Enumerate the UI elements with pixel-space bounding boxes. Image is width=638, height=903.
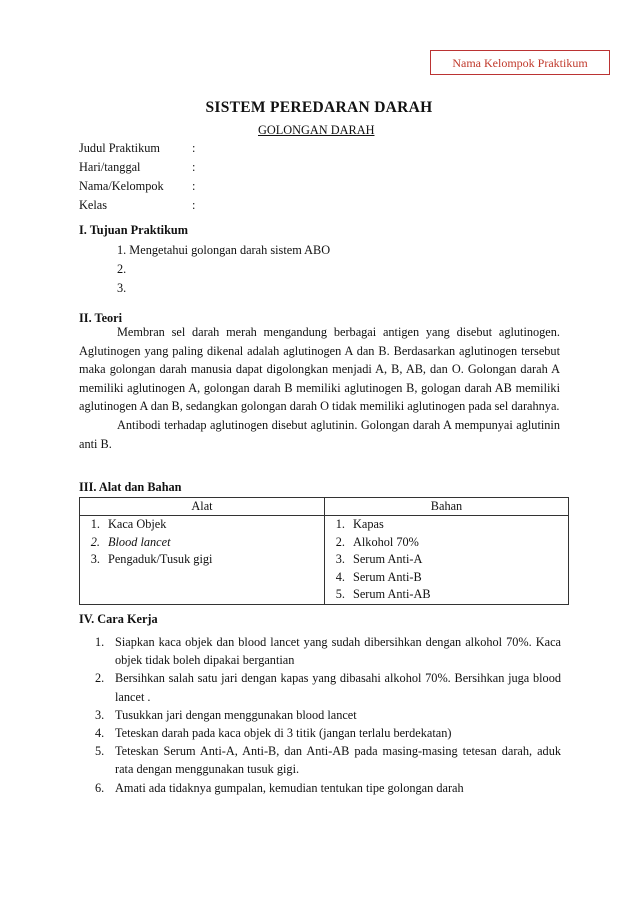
step-text: Tusukkan jari dengan menggunakan blood lancet <box>115 707 357 722</box>
tools-cell <box>80 516 325 605</box>
step-item <box>95 633 561 669</box>
tools-materials-table <box>79 497 569 605</box>
meta-label: Nama/Kelompok <box>79 179 164 193</box>
list-item <box>325 534 568 552</box>
item-text: Kaca Objek <box>108 517 167 531</box>
item-text: Serum Anti-AB <box>353 587 431 601</box>
meta-row-kelas <box>79 196 195 215</box>
theory-text <box>79 323 560 453</box>
item-number: 4. <box>335 569 345 584</box>
meta-row-judul <box>79 139 195 158</box>
step-text: Bersihkan salah satu jari dengan kapas yang dibasahi alkohol 70%. Bersihkan juga blood lancet . <box>115 671 561 704</box>
item-text: Serum Anti-B <box>353 569 422 584</box>
item-number: 3. <box>335 552 345 566</box>
meta-label: Kelas <box>79 198 107 212</box>
list-item <box>325 516 568 534</box>
step-text: Teteskan darah pada kaca objek di 3 titik (jangan terlalu berdekatan) <box>115 726 452 741</box>
step-item <box>95 724 561 742</box>
procedure-steps <box>95 633 561 797</box>
meta-colon: : <box>192 198 196 212</box>
page-title: SISTEM PEREDARAN DARAH <box>205 99 433 116</box>
materials-cell <box>325 516 569 605</box>
item-number: 2. <box>90 534 100 549</box>
step-number: 6. <box>95 780 105 795</box>
item-text: Pengaduk/Tusuk gigi <box>108 552 213 566</box>
list-item <box>80 516 324 534</box>
step-text: Amati ada tidaknya gumpalan, kemudian tentukan tipe golongan darah <box>115 780 464 795</box>
meta-label: Hari/tanggal <box>79 160 141 174</box>
item-number: 5. <box>335 587 345 601</box>
theory-paragraph: Antibodi terhadap aglutinogen disebut aglutinin. Golongan darah A mempunyai aglutinin anti B. <box>79 417 560 451</box>
meta-block <box>79 139 195 215</box>
list-item <box>80 534 324 552</box>
list-item <box>80 551 324 569</box>
objective-item: 3. <box>117 281 127 295</box>
section-heading-teori: II. Teori <box>79 311 123 325</box>
theory-paragraph: Membran sel darah merah mengandung berbagai antigen yang disebut aglutinogen. Aglutinogen yang paling dikenal adalah aglutinogen A dan B. Berdasarkan aglutinogen tersebut maka golongan darah manusia dapat digolongkan menjadi A, B, AB, dan O. Golongan darah A memiliki aglutinogen A, golongan darah B memiliki aglutinogen B, gologan darah AB memiliki aglutinogen A dan B, sedangkan golongan darah O tidak memiliki aglutinogen pada sel darahnya. <box>79 325 560 414</box>
item-text: Alkohol 70% <box>353 534 419 549</box>
step-number: 3. <box>95 707 105 722</box>
item-text: Serum Anti-A <box>353 552 423 566</box>
item-number: 2. <box>335 534 345 549</box>
item-number: 3. <box>90 552 100 566</box>
objective-item: 1. Mengetahui golongan darah sistem ABO <box>117 243 331 257</box>
objective-item: 2. <box>117 262 127 276</box>
step-number: 2. <box>95 671 105 686</box>
item-text: Kapas <box>353 517 384 531</box>
step-item <box>95 742 561 778</box>
section-heading-cara: IV. Cara Kerja <box>79 612 158 626</box>
item-number: 1. <box>90 517 100 531</box>
meta-colon: : <box>192 179 196 193</box>
section-heading-tujuan: I. Tujuan Praktikum <box>79 223 189 237</box>
materials-list <box>325 516 568 604</box>
table-header-bahan: Bahan <box>325 498 569 516</box>
step-text: Siapkan kaca objek dan blood lancet yang sudah dibersihkan dengan alkohol 70%. Kaca objek tidak boleh dipakai bergantian <box>115 635 561 668</box>
item-text: Blood lancet <box>108 534 171 549</box>
step-number: 1. <box>95 635 105 649</box>
tools-list <box>80 516 324 569</box>
step-number: 4. <box>95 726 105 741</box>
list-item <box>325 586 568 604</box>
step-number: 5. <box>95 744 105 759</box>
meta-colon: : <box>192 160 196 174</box>
step-item <box>95 669 561 705</box>
section-heading-alat: III. Alat dan Bahan <box>79 480 182 494</box>
meta-row-hari <box>79 158 195 177</box>
list-item <box>325 551 568 569</box>
step-item <box>95 779 561 797</box>
objectives-list <box>117 241 330 298</box>
meta-label: Judul Praktikum <box>79 141 160 155</box>
step-text: Teteskan Serum Anti-A, Anti-B, dan Anti-AB pada masing-masing tetesan darah, aduk rata dengan menggunakan tusuk gigi. <box>115 744 561 777</box>
meta-row-nama <box>79 177 195 196</box>
meta-colon: : <box>192 141 196 155</box>
group-name-box: Nama Kelompok Praktikum <box>430 50 610 75</box>
list-item <box>325 569 568 587</box>
item-number: 1. <box>335 517 345 531</box>
table-header-alat: Alat <box>80 498 325 516</box>
page-subtitle: GOLONGAN DARAH <box>258 123 375 137</box>
step-item <box>95 706 561 724</box>
